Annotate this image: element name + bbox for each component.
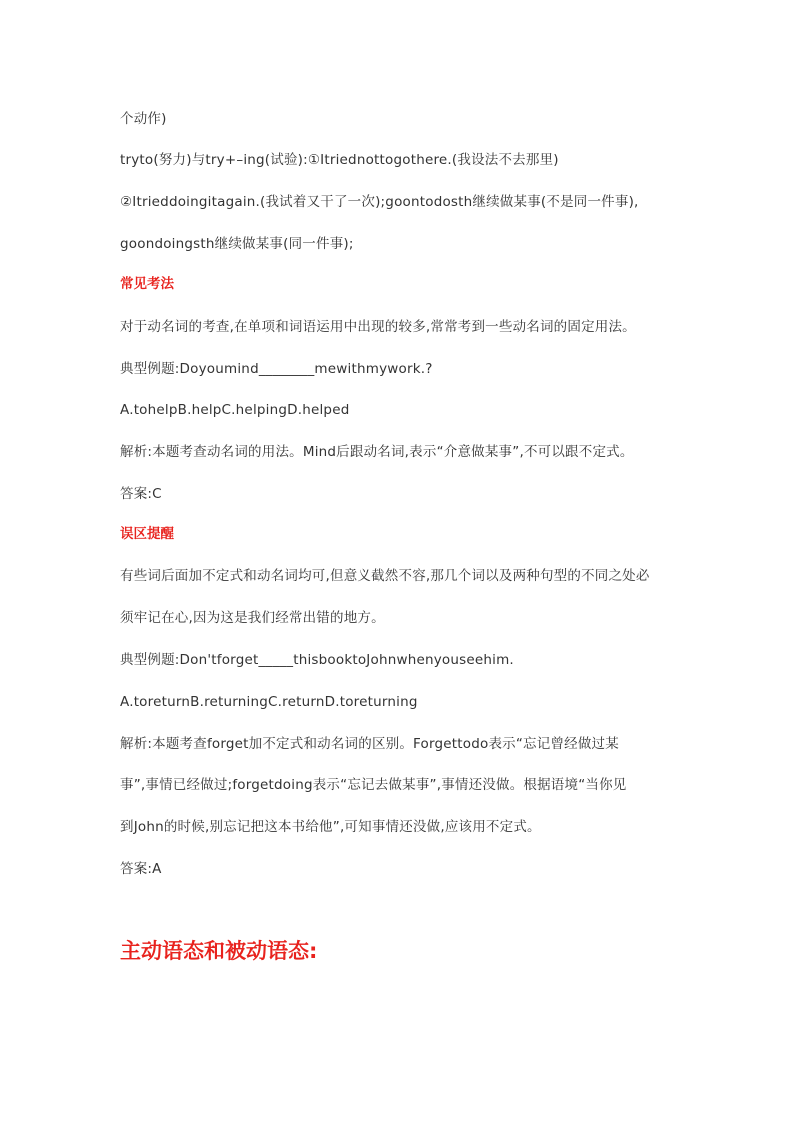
answer-line: 答案:A xyxy=(120,861,162,877)
example-question: 典型例题:Don'tforget_____thisbooktoJohnwhenyouseehim. xyxy=(120,652,514,668)
paragraph-line: 有些词后面加不定式和动名词均可,但意义截然不容,那几个词以及两种句型的不同之处必 xyxy=(120,568,650,584)
answer-options: A.toreturnB.returningC.returnD.toreturning xyxy=(120,694,418,710)
answer-line: 答案:C xyxy=(120,486,162,502)
paragraph-line: 须牢记在心,因为这是我们经常出错的地方。 xyxy=(120,610,385,626)
explanation-line: 事”,事情已经做过;forgetdoing表示“忘记去做某事”,事情还没做。根据语境“当你见 xyxy=(120,777,627,793)
explanation-line: 到John的时候,别忘记把这本书给他”,可知事情还没做,应该用不定式。 xyxy=(120,819,541,835)
paragraph-line: 个动作) xyxy=(120,111,167,127)
paragraph-line: ②Itrieddoingitagain.(我试着又干了一次);goontodosth继续做某事(不是同一件事), xyxy=(120,194,639,210)
paragraph-line: goondoingsth继续做某事(同一件事); xyxy=(120,236,354,252)
heading-common-tests: 常见考法 xyxy=(120,276,174,292)
example-question: 典型例题:Doyoumind________mewithmywork.? xyxy=(120,361,433,377)
explanation-line: 解析:本题考查forget加不定式和动名词的区别。Forgettodo表示“忘记曾经做过某 xyxy=(120,736,619,752)
paragraph-line: 对于动名词的考查,在单项和词语运用中出现的较多,常常考到一些动名词的固定用法。 xyxy=(120,319,636,335)
heading-mistake-alert: 误区提醒 xyxy=(120,526,174,542)
paragraph-line: tryto(努力)与try+–ing(试验):①Itriednottogothere.(我设法不去那里) xyxy=(120,152,559,168)
explanation-line: 解析:本题考查动名词的用法。Mind后跟动名词,表示“介意做某事”,不可以跟不定式。 xyxy=(120,444,634,460)
answer-options: A.tohelpB.helpC.helpingD.helped xyxy=(120,402,350,418)
section-title: 主动语态和被动语态: xyxy=(120,939,318,963)
